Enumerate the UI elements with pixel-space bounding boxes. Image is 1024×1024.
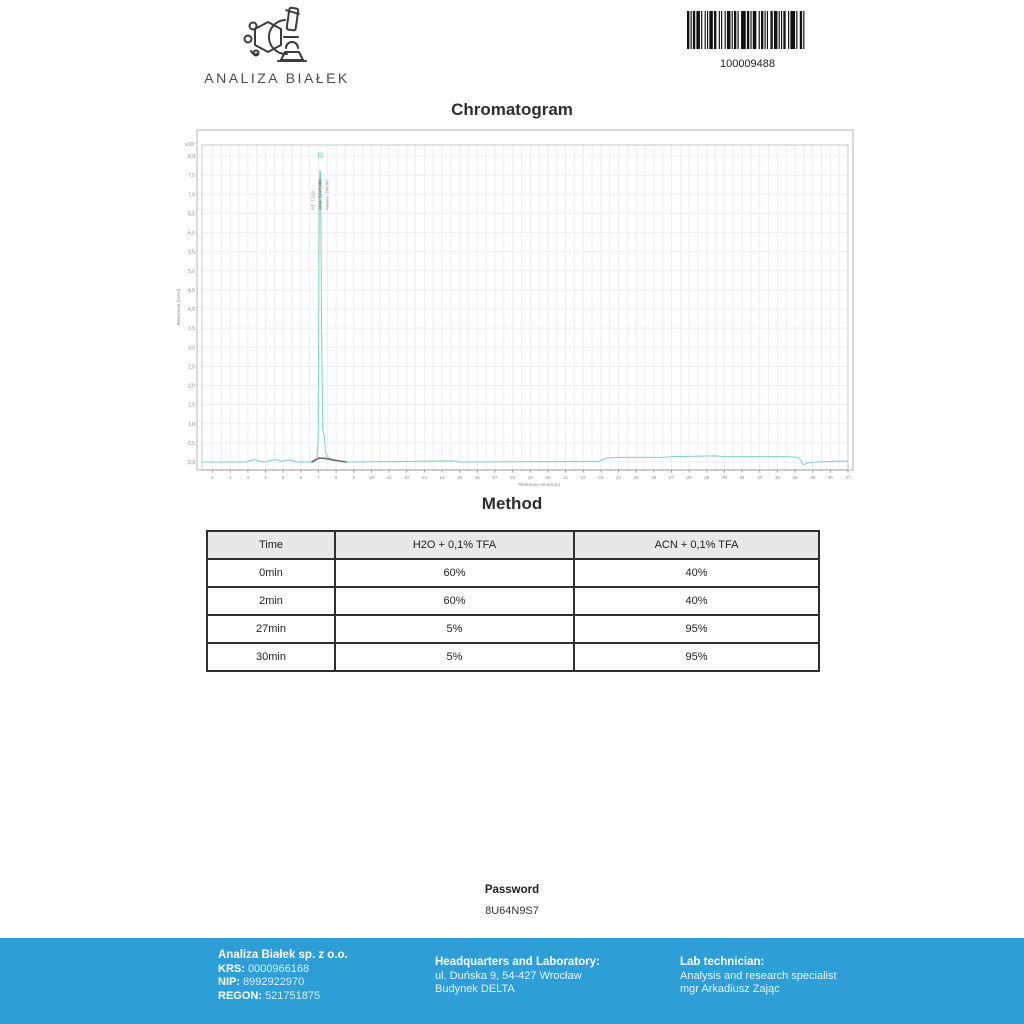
svg-text:7,0: 7,0 (188, 192, 195, 199)
svg-text:2: 2 (228, 475, 232, 480)
password-value: 8U64N9S7 (485, 905, 539, 917)
footer-technician-column (680, 956, 837, 997)
cell-time: 0min (207, 559, 335, 587)
svg-text:1: 1 (211, 475, 214, 480)
headquarters-title: Headquarters and Laboratory: (435, 956, 600, 968)
technician-name: mgr Arkadiusz Zając (680, 983, 780, 995)
footer-company-column (218, 949, 348, 1003)
password-block (0, 884, 1024, 917)
svg-text:7,5: 7,5 (188, 173, 195, 180)
krs-label: KRS: (218, 962, 245, 975)
table-row (207, 643, 819, 671)
table-header-time: Time (207, 531, 335, 559)
svg-text:17: 17 (492, 475, 498, 480)
svg-text:Retention time[min]: Retention time[min] (518, 483, 560, 488)
svg-text:4,0: 4,0 (188, 307, 195, 313)
svg-text:5: 5 (281, 475, 285, 480)
svg-text:3,0: 3,0 (188, 345, 195, 352)
svg-text:23: 23 (598, 475, 604, 480)
cell-acn: 40% (574, 587, 819, 615)
logo-text: ANALIZA BIAŁEK (204, 70, 350, 86)
svg-text:28: 28 (686, 475, 692, 480)
svg-text:2,5: 2,5 (188, 364, 195, 371)
svg-text:Area: 5743.966: Area: 5743.966 (317, 179, 323, 210)
svg-text:25: 25 (633, 475, 639, 480)
nip-label: NIP: (218, 976, 240, 988)
svg-text:11: 11 (386, 475, 392, 480)
barcode-block (685, 11, 810, 70)
table-header-acn: ACN + 0,1% TFA (574, 531, 819, 559)
regon-label: REGON: (218, 989, 262, 1002)
svg-text:33: 33 (774, 475, 780, 480)
svg-text:35: 35 (810, 475, 816, 480)
method-table (206, 530, 820, 672)
cell-acn: 40% (574, 559, 819, 587)
svg-text:27: 27 (668, 475, 675, 480)
headquarters-address: ul. Duńska 9, 54-427 Wrocław (435, 969, 582, 982)
svg-text:14: 14 (439, 475, 445, 480)
svg-text:37: 37 (845, 475, 851, 480)
company-name: Analiza Białek sp. z o.o. (218, 949, 348, 961)
footer-bar (0, 938, 1024, 1024)
svg-text:30: 30 (721, 475, 727, 480)
svg-text:19: 19 (527, 475, 533, 480)
cell-time: 2min (207, 587, 335, 615)
svg-text:18: 18 (510, 475, 516, 480)
svg-text:34: 34 (792, 475, 798, 480)
svg-text:16: 16 (474, 475, 480, 480)
svg-text:36: 36 (827, 475, 833, 480)
molecule-microscope-icon (235, 4, 319, 68)
svg-text:Area%: 100.00: Area%: 100.00 (324, 180, 330, 210)
table-header-row (207, 531, 819, 559)
svg-text:1,0: 1,0 (188, 421, 195, 428)
svg-text:32: 32 (757, 475, 763, 480)
chromatogram-title: Chromatogram (451, 100, 573, 119)
svg-text:10: 10 (368, 475, 374, 480)
cell-h2o: 60% (335, 559, 574, 587)
krs-value: 0000966168 (247, 962, 310, 975)
svg-text:12: 12 (404, 475, 410, 480)
regon-value: 521751875 (265, 989, 321, 1002)
svg-text:24: 24 (616, 475, 622, 480)
password-label: Password (484, 884, 540, 896)
svg-text:3: 3 (246, 475, 250, 480)
svg-text:29: 29 (704, 475, 710, 480)
svg-text:2,0: 2,0 (188, 383, 195, 390)
svg-text:0,5: 0,5 (188, 440, 195, 447)
company-regon (218, 990, 348, 1004)
svg-text:13: 13 (421, 475, 427, 480)
svg-text:9: 9 (352, 475, 356, 480)
cell-time: 27min (207, 615, 335, 643)
table-row (207, 615, 819, 643)
svg-text:6,5: 6,5 (188, 211, 195, 218)
svg-text:1,5: 1,5 (188, 402, 195, 409)
svg-text:6: 6 (299, 475, 303, 480)
headquarters-building: Budynek DELTA (435, 983, 515, 995)
cell-time: 30min (207, 643, 335, 671)
cell-h2o: 60% (335, 587, 574, 615)
nip-value: 8992922970 (243, 976, 305, 988)
svg-text:22: 22 (580, 475, 586, 480)
svg-text:x10²: x10² (185, 142, 195, 148)
svg-text:4: 4 (264, 475, 267, 480)
table-header-h2o: H2O + 0,1% TFA (335, 531, 574, 559)
footer-headquarters-column (435, 956, 600, 997)
cell-h2o: 5% (335, 643, 574, 671)
barcode-number: 100009488 (719, 58, 776, 70)
svg-text:5,5: 5,5 (188, 249, 195, 256)
svg-text:7: 7 (317, 475, 320, 480)
chromatogram-chart (170, 125, 860, 493)
cell-acn: 95% (574, 643, 819, 671)
svg-text:20: 20 (545, 475, 551, 480)
company-logo (197, 4, 357, 86)
svg-text:RT: 7.102: RT: 7.102 (310, 190, 316, 210)
svg-text:26: 26 (651, 475, 657, 480)
svg-text:6,0: 6,0 (188, 230, 195, 237)
technician-title: Lab technician: (680, 956, 765, 968)
svg-text:0,0: 0,0 (188, 460, 195, 466)
svg-text:5,0: 5,0 (188, 268, 195, 275)
table-row (207, 587, 819, 615)
svg-text:31: 31 (739, 475, 745, 480)
svg-text:4,5: 4,5 (188, 287, 195, 294)
svg-text:3,5: 3,5 (188, 326, 195, 333)
cell-h2o: 5% (335, 615, 574, 643)
svg-text:8,0: 8,0 (188, 154, 195, 160)
svg-text:15: 15 (457, 475, 463, 480)
svg-text:Response [mAU]: Response [mAU] (177, 288, 182, 326)
chromatogram-plot (170, 125, 860, 493)
table-row (207, 559, 819, 587)
technician-role: Analysis and research specialist (680, 969, 837, 982)
company-nip (218, 976, 348, 990)
method-title: Method (481, 494, 543, 513)
cell-acn: 95% (574, 615, 819, 643)
barcode-image (687, 11, 808, 49)
svg-text:21: 21 (563, 475, 569, 480)
svg-text:8: 8 (334, 475, 338, 480)
company-krs (218, 963, 348, 977)
